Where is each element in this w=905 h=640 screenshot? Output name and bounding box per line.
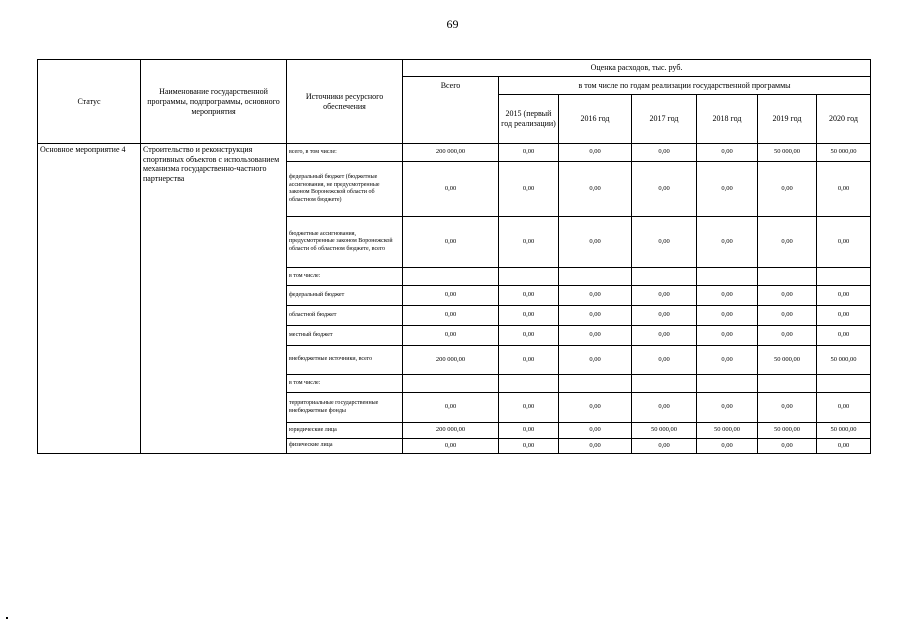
value-cell: 200 000,00 xyxy=(403,423,499,439)
value-cell xyxy=(499,268,559,286)
value-cell: 50 000,00 xyxy=(817,346,871,375)
value-cell xyxy=(559,268,632,286)
value-cell: 50 000,00 xyxy=(632,423,697,439)
value-cell: 0,00 xyxy=(632,306,697,326)
value-cell: 0,00 xyxy=(632,439,697,454)
value-cell: 0,00 xyxy=(632,393,697,423)
value-cell: 50 000,00 xyxy=(758,346,817,375)
expense-table xyxy=(37,59,871,454)
value-cell: 0,00 xyxy=(403,393,499,423)
value-cell: 0,00 xyxy=(559,217,632,268)
value-cell: 0,00 xyxy=(559,286,632,306)
value-cell: 0,00 xyxy=(499,423,559,439)
value-cell: 0,00 xyxy=(499,217,559,268)
value-cell: 0,00 xyxy=(499,439,559,454)
value-cell: 0,00 xyxy=(632,286,697,306)
value-cell: 0,00 xyxy=(697,439,758,454)
value-cell: 0,00 xyxy=(559,144,632,162)
header-total: Всего xyxy=(403,77,499,144)
value-cell: 0,00 xyxy=(758,393,817,423)
value-cell: 0,00 xyxy=(697,162,758,217)
value-cell xyxy=(559,375,632,393)
value-cell: 0,00 xyxy=(758,306,817,326)
value-cell xyxy=(758,268,817,286)
source-cell: территориальные государственные внебюджетные фонды xyxy=(287,393,403,423)
source-cell: юридические лица xyxy=(287,423,403,439)
value-cell: 200 000,00 xyxy=(403,144,499,162)
header-year-2015: 2015 (первый год реализации) xyxy=(499,95,559,144)
value-cell: 0,00 xyxy=(632,162,697,217)
value-cell xyxy=(758,375,817,393)
value-cell xyxy=(632,268,697,286)
value-cell: 50 000,00 xyxy=(758,144,817,162)
value-cell: 0,00 xyxy=(403,326,499,346)
value-cell: 0,00 xyxy=(499,306,559,326)
source-cell: бюджетные ассигнования, предусмотренные законом Воронежской области об областном бюджете, всего xyxy=(287,217,403,268)
value-cell: 0,00 xyxy=(697,306,758,326)
header-year-2019: 2019 год xyxy=(758,95,817,144)
value-cell: 0,00 xyxy=(758,439,817,454)
header-by-years: в том числе по годам реализации государственной программы xyxy=(499,77,871,95)
value-cell: 0,00 xyxy=(403,217,499,268)
value-cell: 0,00 xyxy=(817,326,871,346)
source-cell: внебюджетные источники, всего xyxy=(287,346,403,375)
value-cell: 0,00 xyxy=(758,217,817,268)
value-cell: 0,00 xyxy=(817,393,871,423)
source-cell: всего, в том числе: xyxy=(287,144,403,162)
scan-speck xyxy=(6,617,8,619)
value-cell xyxy=(817,268,871,286)
value-cell: 0,00 xyxy=(499,326,559,346)
source-cell: федеральный бюджет xyxy=(287,286,403,306)
header-status: Статус xyxy=(38,60,141,144)
value-cell xyxy=(632,375,697,393)
value-cell: 50 000,00 xyxy=(758,423,817,439)
header-year-2016: 2016 год xyxy=(559,95,632,144)
value-cell: 0,00 xyxy=(559,393,632,423)
table-row xyxy=(38,144,871,162)
header-year-2020: 2020 год xyxy=(817,95,871,144)
value-cell: 0,00 xyxy=(499,144,559,162)
page-number: 69 xyxy=(446,17,459,31)
value-cell: 0,00 xyxy=(697,217,758,268)
value-cell: 0,00 xyxy=(403,286,499,306)
value-cell: 0,00 xyxy=(632,346,697,375)
value-cell xyxy=(697,375,758,393)
value-cell: 0,00 xyxy=(559,306,632,326)
value-cell: 0,00 xyxy=(697,144,758,162)
value-cell: 0,00 xyxy=(817,439,871,454)
value-cell: 0,00 xyxy=(559,346,632,375)
value-cell: 200 000,00 xyxy=(403,346,499,375)
value-cell: 0,00 xyxy=(559,423,632,439)
value-cell: 0,00 xyxy=(632,217,697,268)
source-cell: областной бюджет xyxy=(287,306,403,326)
source-cell: местный бюджет xyxy=(287,326,403,346)
value-cell: 0,00 xyxy=(697,346,758,375)
value-cell: 0,00 xyxy=(403,439,499,454)
value-cell: 0,00 xyxy=(632,144,697,162)
value-cell: 0,00 xyxy=(817,217,871,268)
value-cell: 0,00 xyxy=(697,286,758,306)
value-cell xyxy=(817,375,871,393)
value-cell: 0,00 xyxy=(499,162,559,217)
value-cell: 0,00 xyxy=(499,393,559,423)
value-cell: 0,00 xyxy=(817,306,871,326)
value-cell xyxy=(697,268,758,286)
value-cell: 0,00 xyxy=(559,162,632,217)
header-name: Наименование государственной программы, подпрограммы, основного мероприятия xyxy=(141,60,287,144)
value-cell: 0,00 xyxy=(758,162,817,217)
value-cell: 0,00 xyxy=(758,286,817,306)
status-cell: Основное мероприятие 4 xyxy=(38,144,141,454)
value-cell: 0,00 xyxy=(559,439,632,454)
source-cell: в том числе: xyxy=(287,375,403,393)
value-cell: 50 000,00 xyxy=(817,144,871,162)
header-year-2018: 2018 год xyxy=(697,95,758,144)
value-cell: 0,00 xyxy=(817,286,871,306)
value-cell: 0,00 xyxy=(632,326,697,346)
value-cell: 0,00 xyxy=(499,346,559,375)
source-cell: физические лица xyxy=(287,439,403,454)
source-cell: в том числе: xyxy=(287,268,403,286)
value-cell xyxy=(403,375,499,393)
value-cell: 0,00 xyxy=(697,393,758,423)
value-cell: 0,00 xyxy=(758,326,817,346)
value-cell: 0,00 xyxy=(403,306,499,326)
value-cell xyxy=(499,375,559,393)
value-cell: 0,00 xyxy=(559,326,632,346)
value-cell xyxy=(403,268,499,286)
value-cell: 50 000,00 xyxy=(817,423,871,439)
value-cell: 0,00 xyxy=(817,162,871,217)
header-estimate: Оценка расходов, тыс. руб. xyxy=(403,60,871,77)
source-cell: федеральный бюджет (бюджетные ассигнования, не предусмотренные законом Воронежской области об областном бюджете) xyxy=(287,162,403,217)
value-cell: 0,00 xyxy=(697,326,758,346)
header-year-2017: 2017 год xyxy=(632,95,697,144)
value-cell: 0,00 xyxy=(403,162,499,217)
header-sources: Источники ресурсного обеспечения xyxy=(287,60,403,144)
value-cell: 50 000,00 xyxy=(697,423,758,439)
value-cell: 0,00 xyxy=(499,286,559,306)
name-cell: Строительство и реконструкция спортивных объектов с использованием механизма государственно-частного партнерства xyxy=(141,144,287,454)
